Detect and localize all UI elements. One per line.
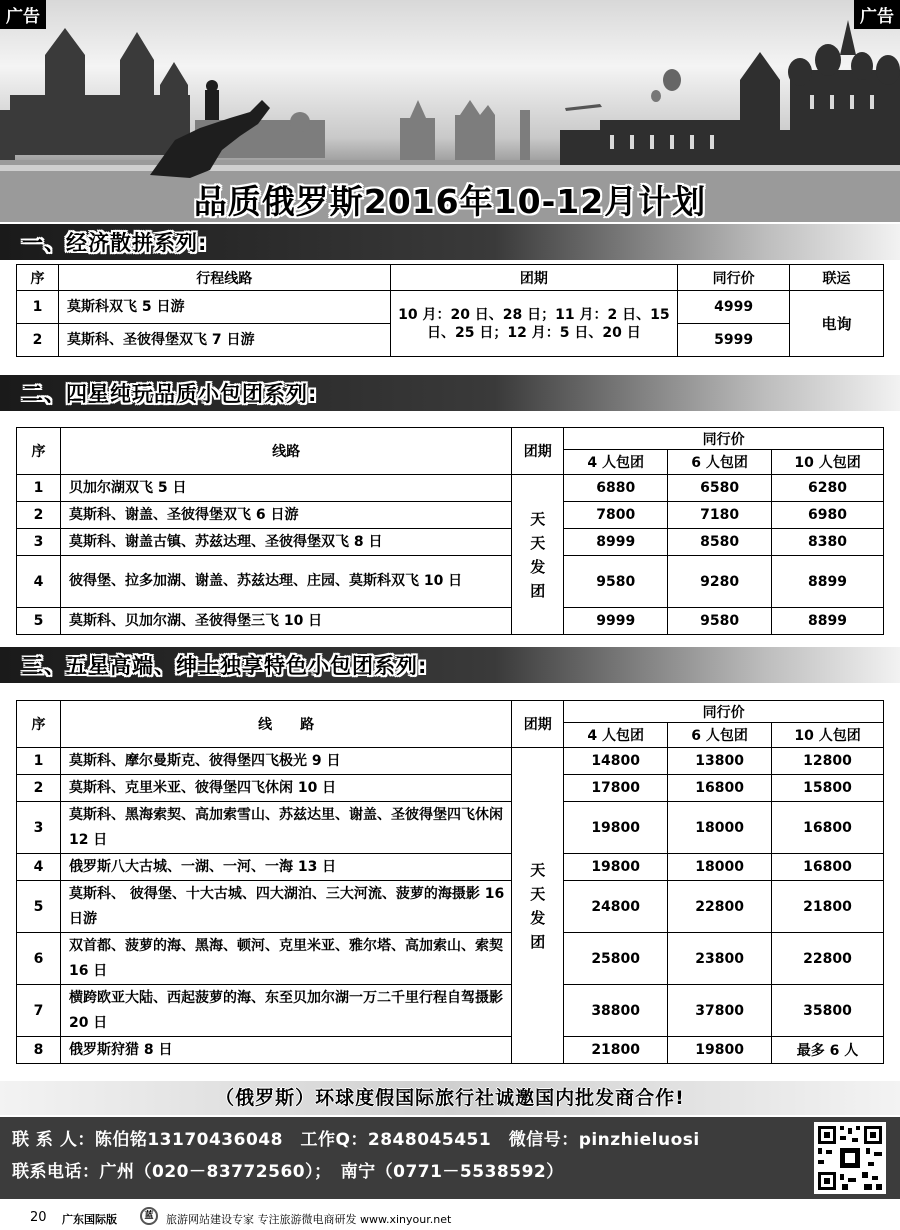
price-cell: 15800: [772, 775, 884, 802]
route-cell: 莫斯科、谢盖、圣彼得堡双飞 6 日游: [60, 502, 511, 529]
table-row: [17, 1037, 884, 1064]
page-number: 20: [30, 1210, 47, 1225]
col-header: 联运: [790, 265, 884, 291]
price-cell: 21800: [772, 881, 884, 933]
row-number: 4: [17, 854, 61, 881]
price-cell: 19800: [668, 1037, 772, 1064]
row-number: 1: [17, 291, 59, 324]
price-cell: 19800: [564, 802, 668, 854]
row-number: 5: [17, 881, 61, 933]
table-row: [17, 985, 884, 1037]
price-cell: 22800: [772, 933, 884, 985]
route-cell: 莫斯科、谢盖古镇、苏兹达理、圣彼得堡双飞 8 日: [60, 529, 511, 556]
col-header: 10 人包团: [772, 723, 884, 748]
price-cell: 22800: [668, 881, 772, 933]
section3-table: [16, 700, 884, 1064]
col-header: 同行价: [564, 701, 884, 723]
price-cell: 8580: [668, 529, 772, 556]
row-number: 2: [17, 775, 61, 802]
price-cell: 6880: [564, 475, 668, 502]
price-cell: 8999: [564, 529, 668, 556]
price-cell: 16800: [772, 802, 884, 854]
contact-person-line: 联 系 人：陈伯铭13170436048 工作Q：2848045451 微信号：pinzhieluosi: [12, 1130, 700, 1150]
route-cell: 俄罗斯狩猎 8 日: [60, 1037, 511, 1064]
price-cell: 37800: [668, 985, 772, 1037]
table-header-row: [17, 701, 884, 723]
route-cell: 贝加尔湖双飞 5 日: [60, 475, 511, 502]
header-banner: [0, 0, 900, 222]
row-number: 7: [17, 985, 61, 1037]
col-header: 团期: [512, 428, 564, 475]
table-row: [17, 556, 884, 608]
price-cell: 16800: [668, 775, 772, 802]
price-cell: 9280: [668, 556, 772, 608]
col-header: 线路: [60, 428, 511, 475]
route-cell: 莫斯科、黑海索契、高加索雪山、苏兹达里、谢盖、圣彼得堡四飞休闲 12 日: [60, 802, 511, 854]
ad-label-right: 广告: [854, 0, 900, 29]
row-number: 5: [17, 608, 61, 635]
route-cell: 横跨欧亚大陆、西起菠萝的海、东至贝加尔湖一万二千里行程自驾摄影 20 日: [60, 985, 511, 1037]
price-cell: 9580: [668, 608, 772, 635]
banner-title: 品质俄罗斯2016年10-12月计划: [193, 182, 707, 221]
row-number: 8: [17, 1037, 61, 1064]
price-cell: 19800: [564, 854, 668, 881]
price-cell: 6980: [772, 502, 884, 529]
section1-table: [16, 264, 884, 357]
price-cell: 9999: [564, 608, 668, 635]
price-cell: 6280: [772, 475, 884, 502]
contact-phone-line: 联系电话：广州（020－83772560）； 南宁（0771－5538592）: [12, 1162, 564, 1182]
price-cell: 7800: [564, 502, 668, 529]
table-row: [17, 933, 884, 985]
cooperation-text: （俄罗斯）环球度假国际旅行社诚邀国内批发商合作!: [215, 1087, 685, 1109]
section2-title: 二、四星纯玩品质小包团系列:: [22, 382, 318, 406]
price-cell: 16800: [772, 854, 884, 881]
period-text: 天天发团: [530, 509, 546, 600]
price-cell: 24800: [564, 881, 668, 933]
publisher-slogan: 旅游网站建设专家 专注旅游微电商研发 www.xinyour.net: [166, 1213, 452, 1226]
edition-label: 广东国际版: [62, 1213, 117, 1226]
price-cell: 23800: [668, 933, 772, 985]
section2-table: [16, 427, 884, 635]
period-cell: [512, 475, 564, 635]
period-text: 天天发团: [530, 860, 546, 951]
page-footer: [0, 1202, 900, 1230]
row-number: 6: [17, 933, 61, 985]
table-row: [17, 475, 884, 502]
price-cell: 18000: [668, 854, 772, 881]
period-cell: [512, 748, 564, 1064]
price-cell: 12800: [772, 748, 884, 775]
row-number: 3: [17, 529, 61, 556]
col-header: 同行价: [564, 428, 884, 450]
col-header: 线 路: [60, 701, 511, 748]
price-cell: 8380: [772, 529, 884, 556]
col-header: 团期: [390, 265, 678, 291]
table-row: [17, 502, 884, 529]
price-cell: 7180: [668, 502, 772, 529]
route-cell: 莫斯科双飞 5 日游: [58, 291, 390, 324]
col-header: 4 人包团: [564, 450, 668, 475]
table-row: [17, 802, 884, 854]
col-header: 序: [17, 428, 61, 475]
price-cell: 6580: [668, 475, 772, 502]
price-cell: 4999: [678, 291, 790, 324]
col-header: 10 人包团: [772, 450, 884, 475]
ad-label-left: 广告: [0, 0, 46, 29]
col-header: 行程线路: [58, 265, 390, 291]
price-cell: 25800: [564, 933, 668, 985]
col-header: 团期: [512, 701, 564, 748]
col-header: 序: [17, 701, 61, 748]
section1-title: 一、经济散拼系列:: [22, 231, 208, 255]
col-header: 同行价: [678, 265, 790, 291]
price-cell: 8899: [772, 556, 884, 608]
route-cell: 莫斯科、贝加尔湖、圣彼得堡三飞 10 日: [60, 608, 511, 635]
price-cell: 14800: [564, 748, 668, 775]
route-cell: 莫斯科、圣彼得堡双飞 7 日游: [58, 324, 390, 357]
row-number: 1: [17, 475, 61, 502]
price-cell: 5999: [678, 324, 790, 357]
col-header: 序: [17, 265, 59, 291]
col-header: 4 人包团: [564, 723, 668, 748]
price-cell: 8899: [772, 608, 884, 635]
table-row: [17, 881, 884, 933]
col-header: 6 人包团: [668, 723, 772, 748]
table-row: [17, 854, 884, 881]
section1-header: [0, 224, 900, 260]
price-cell: 9580: [564, 556, 668, 608]
row-number: 1: [17, 748, 61, 775]
col-header: 6 人包团: [668, 450, 772, 475]
price-cell: 35800: [772, 985, 884, 1037]
row-number: 4: [17, 556, 61, 608]
contact-panel: [0, 1117, 900, 1199]
route-cell: 双首都、菠萝的海、黑海、顿河、克里米亚、雅尔塔、高加索山、索契 16 日: [60, 933, 511, 985]
row-number: 2: [17, 502, 61, 529]
section3-header: [0, 647, 900, 683]
price-cell: 17800: [564, 775, 668, 802]
price-cell: 18000: [668, 802, 772, 854]
route-cell: 俄罗斯八大古城、一湖、一河、一海 13 日: [60, 854, 511, 881]
table-row: [17, 748, 884, 775]
route-cell: 莫斯科、摩尔曼斯克、彼得堡四飞极光 9 日: [60, 748, 511, 775]
price-cell: 38800: [564, 985, 668, 1037]
qr-code-icon: [814, 1122, 886, 1194]
table-row: [17, 775, 884, 802]
price-cell: 21800: [564, 1037, 668, 1064]
row-number: 2: [17, 324, 59, 357]
route-cell: 莫斯科、克里米亚、彼得堡四飞休闲 10 日: [60, 775, 511, 802]
row-number: 3: [17, 802, 61, 854]
table-row: [17, 608, 884, 635]
route-cell: 彼得堡、拉多加湖、谢盖、苏兹达理、庄园、莫斯科双飞 10 日: [60, 556, 511, 608]
section3-title: 三、五星高端、绅士独享特色小包团系列:: [22, 654, 428, 678]
publisher-logo-icon: 蓝: [140, 1207, 158, 1225]
price-cell: 13800: [668, 748, 772, 775]
table-header-row: [17, 428, 884, 450]
period-cell: 10 月：20 日、28 日；11 月：2 日、15 日、25 日；12 月：5 日、20 日: [390, 291, 678, 357]
price-cell: 最多 6 人: [772, 1037, 884, 1064]
route-cell: 莫斯科、 彼得堡、十大古城、四大湖泊、三大河流、菠萝的海摄影 16 日游: [60, 881, 511, 933]
table-row: [17, 529, 884, 556]
section2-header: [0, 375, 900, 411]
table-row: [17, 291, 884, 324]
transport-cell: 电询: [790, 291, 884, 357]
cooperation-banner: [0, 1081, 900, 1115]
table-header-row: [17, 265, 884, 291]
